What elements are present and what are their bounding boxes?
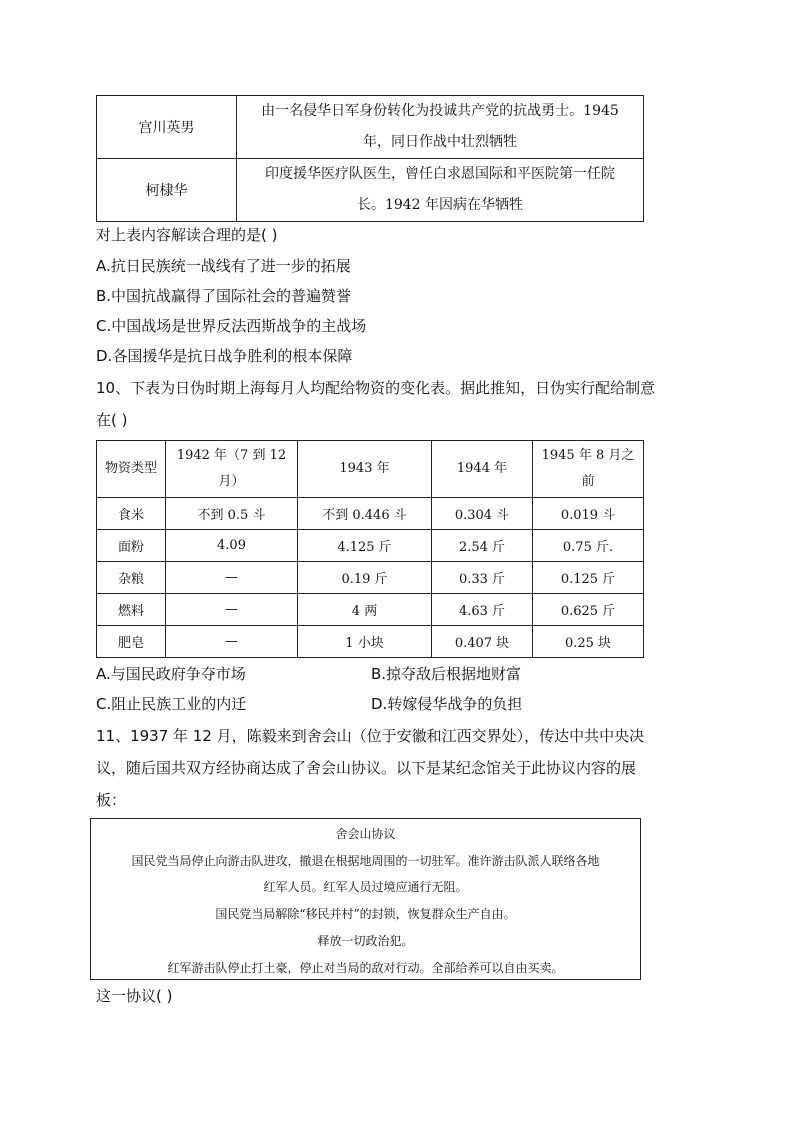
question-10-stem-cont: 在( ) [96,411,128,429]
board-line: 红军人员。红军人员过境应通行无阻。 [263,880,468,894]
table-row [97,594,644,626]
question-11-stem-cont: 议，随后国共双方经协商达成了舍会山协议。以下是某纪念馆关于此协议内容的展 [96,759,637,777]
question-9-stem: 对上表内容解读合理的是( ) [96,226,278,244]
question-9-option-a: A.抗日民族统一战线有了进一步的拓展 [96,257,351,275]
table-cell: 0.407 块 [432,626,533,658]
question-11-stem-end: 板： [96,791,127,809]
table-row [97,159,644,222]
table-cell: 肥皂 [97,626,166,658]
table-cell: 面粉 [97,530,166,562]
question-11-stem: 11、1937 年 12 月，陈毅来到舍会山（位于安徽和江西交界处），传达中共中央决 [96,727,645,745]
person-name: 柯棣华 [97,159,237,222]
table-cell: — [166,562,298,594]
person-description [237,96,644,159]
description-line: 长。1942 年因病在华牺牲 [356,197,524,213]
question-10-option-a: A.与国民政府争夺市场 [96,665,246,683]
question-10-stem: 10、下表为日伪时期上海每月人均配给物资的变化表。据此推知，日伪实行配给制意 [96,379,656,397]
table-cell: 4 两 [298,594,432,626]
table-cell: 不到 0.5 斗 [166,498,298,530]
table-cell: 1 小块 [298,626,432,658]
table-row [97,562,644,594]
description-line: 年，同日作战中壮烈牺牲 [363,134,517,150]
description-line: 由一名侵华日军身份转化为投诚共产党的抗战勇士。1945 [261,103,619,119]
agreement-exhibit-board [90,818,641,980]
table-cell: 0.304 斗 [432,498,533,530]
column-header: 物资类型 [97,441,166,498]
table-row [97,498,644,530]
table-cell: 2.54 斤 [432,530,533,562]
board-title: 舍会山协议 [335,827,396,841]
column-header: 1944 年 [432,441,533,498]
table-cell: 0.25 块 [533,626,644,658]
table-header-row [97,441,644,498]
table-cell: 4.63 斤 [432,594,533,626]
table-cell: 食米 [97,498,166,530]
table-row [97,626,644,658]
table-cell: 4.09 [166,530,298,562]
table-cell: 4.125 斤 [298,530,432,562]
rationing-table [96,440,644,658]
header-line: 1942 年（7 到 12 [176,448,287,463]
table-cell: 杂粮 [97,562,166,594]
question-10-option-c: C.阻止民族工业的内迁 [96,695,247,713]
table-cell: 燃料 [97,594,166,626]
personnel-table [96,95,644,222]
table-cell: 0.019 斗 [533,498,644,530]
question-9-option-d: D.各国援华是抗日战争胜利的根本保障 [96,347,353,365]
question-10-option-d: D.转嫁侵华战争的负担 [371,695,523,713]
header-line: 月） [218,474,245,489]
question-10-option-b: B.掠夺敌后根据地财富 [371,665,522,683]
table-row [97,530,644,562]
table-cell: 0.625 斤 [533,594,644,626]
table-cell: 不到 0.446 斗 [298,498,432,530]
header-line: 1945 年 8 月之 [541,448,635,463]
question-9-option-b: B.中国抗战赢得了国际社会的普遍赞誉 [96,287,352,305]
table-cell: 0.33 斤 [432,562,533,594]
board-line: 国民党当局停止向游击队进攻，撤退在根据地周围的一切驻军。准许游击队派人联络各地 [131,854,600,868]
table-cell: 0.125 斤 [533,562,644,594]
table-row [97,96,644,159]
description-line: 印度援华医疗队医生，曾任白求恩国际和平医院第一任院 [265,166,615,182]
board-line: 红军游击队停止打土豪，停止对当局的敌对行动。全部给养可以自由买卖。 [167,961,564,975]
person-name: 宫川英男 [97,96,237,159]
column-header: 1943 年 [298,441,432,498]
table-cell: 0.75 斤. [533,530,644,562]
table-cell: — [166,626,298,658]
board-line: 释放一切政治犯。 [317,934,414,948]
column-header [533,441,644,498]
table-cell: — [166,594,298,626]
question-9-option-c: C.中国战场是世界反法西斯战争的主战场 [96,317,367,335]
person-description [237,159,644,222]
column-header [166,441,298,498]
header-line: 前 [581,474,595,489]
table-cell: 0.19 斤 [298,562,432,594]
board-line: 国民党当局解除“移民并村”的封锁，恢复群众生产自由。 [215,907,516,921]
question-11-tail: 这一协议( ) [96,987,173,1005]
